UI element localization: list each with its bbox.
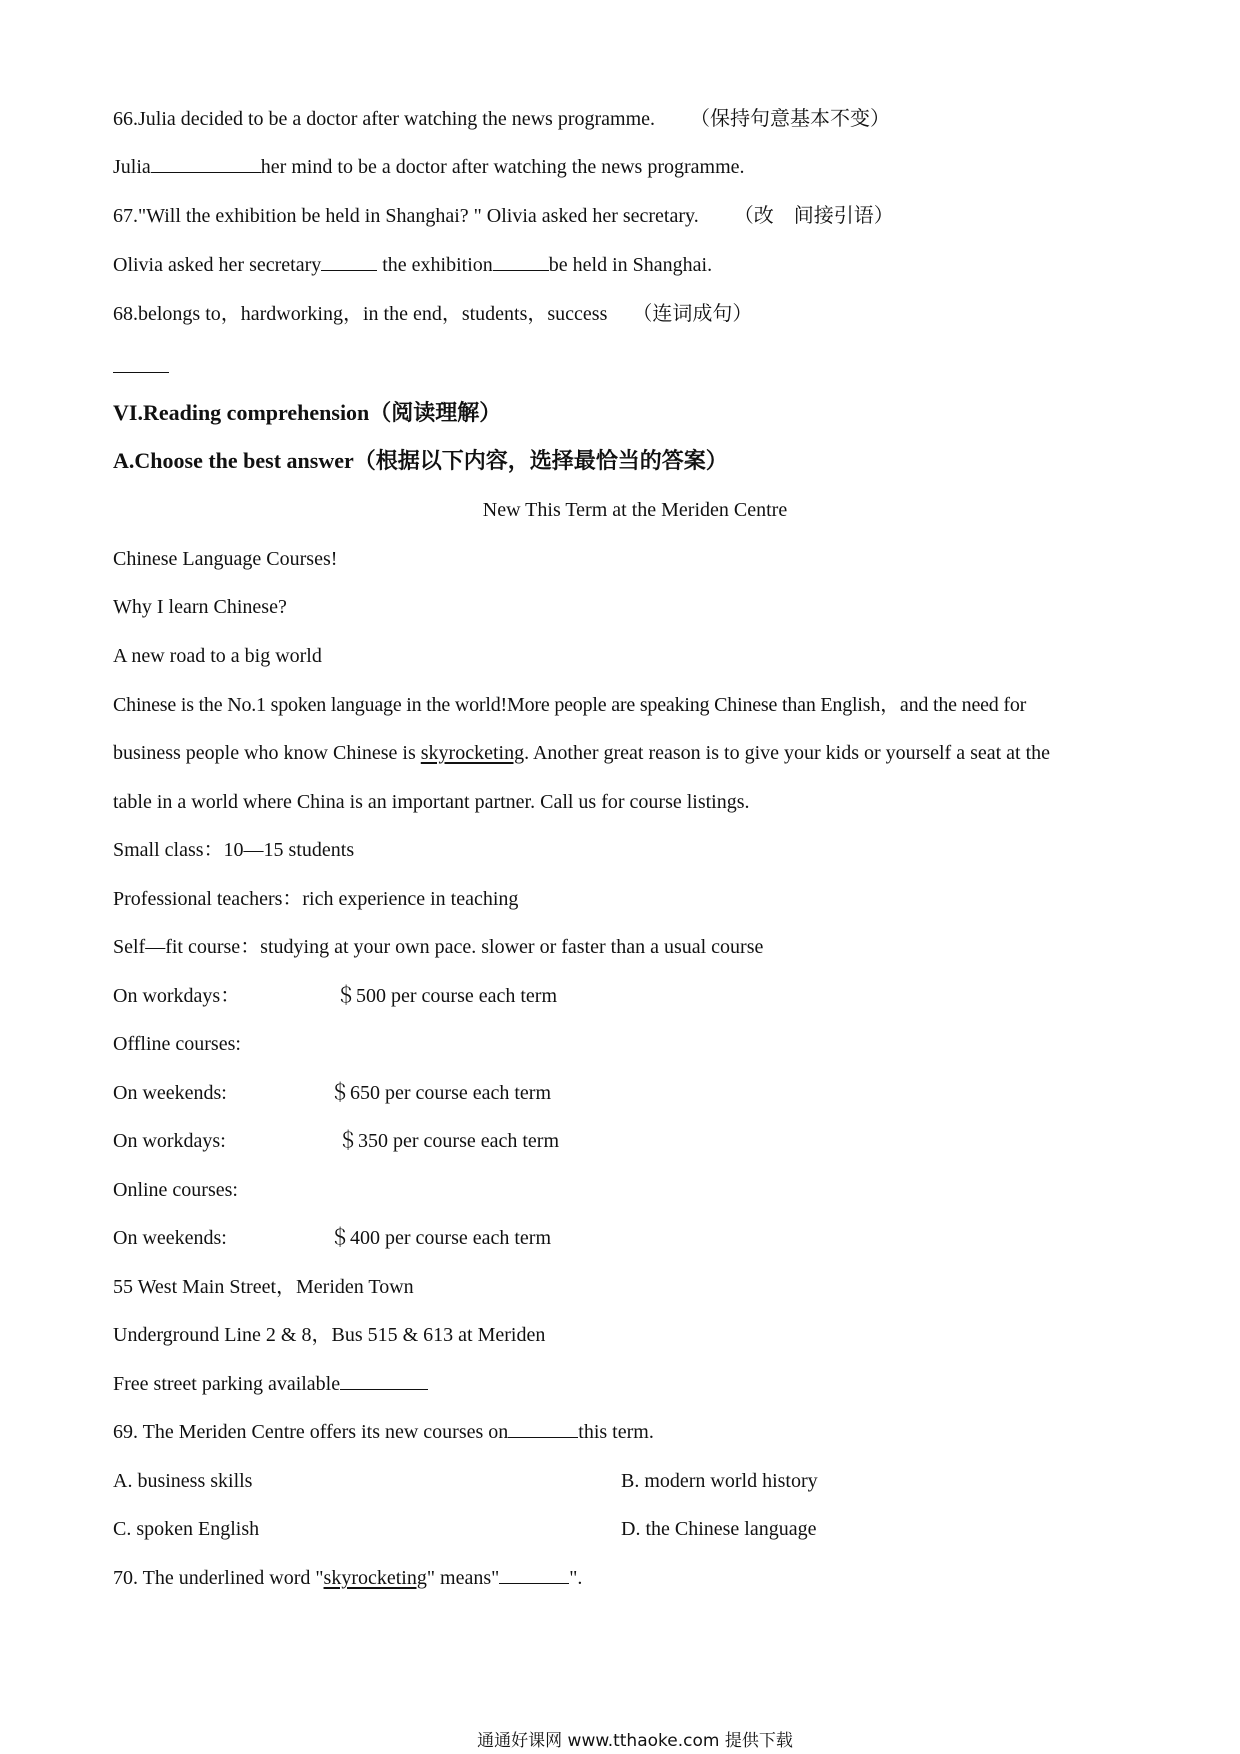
q70-underlined-word: skyrocketing	[323, 1567, 427, 1589]
offline-courses-label: Offline courses:	[113, 1033, 241, 1055]
q69-prompt-line	[113, 1419, 654, 1445]
q67-blank-1[interactable]	[321, 252, 377, 271]
q69-option-d[interactable]: D. the Chinese language	[621, 1518, 817, 1540]
page-footer: 通通好课网 www.tthaoke.com 提供下载	[477, 1731, 793, 1751]
q70-prompt-mid: " means"	[426, 1567, 500, 1589]
self-fit-line: Self—fit course：studying at your own pace. slower or faster than a usual course	[113, 936, 764, 958]
q69-blank[interactable]	[508, 1419, 578, 1438]
small-class-line: Small class：10—15 students	[113, 839, 355, 861]
price-value: ＄650 per course each term	[330, 1082, 552, 1104]
q70-prompt-pre: 70. The underlined word "	[113, 1567, 324, 1589]
passage-paragraph-b	[113, 740, 1050, 766]
parking-line	[113, 1371, 428, 1397]
q66-blank[interactable]	[151, 154, 261, 173]
section-subtitle: A.Choose the best answer（根据以下内容，选择最恰当的答案）	[113, 448, 728, 473]
q69-options-row-1	[113, 1468, 913, 1494]
online-courses-label: Online courses:	[113, 1179, 238, 1201]
price-label: On weekends:	[113, 1082, 227, 1104]
q66-prompt: 66.Julia decided to be a doctor after watching the news programme.	[113, 108, 656, 130]
passage-title: New This Term at the Meriden Centre	[482, 499, 788, 521]
q66-prompt-line	[113, 106, 890, 132]
q66-answer-pre: Julia	[113, 156, 151, 178]
underlined-word: skyrocketing	[420, 742, 525, 764]
teachers-line: Professional teachers：rich experience in teaching	[113, 888, 519, 910]
price-row-workdays-2	[113, 1128, 713, 1154]
passage-line-3: A new road to a big world	[113, 645, 322, 667]
price-row-weekends-2	[113, 1225, 713, 1251]
section-title: VI.Reading comprehension（阅读理解）	[113, 400, 502, 425]
price-value: ＄400 per course each term	[330, 1227, 552, 1249]
q68-hint: （连词成句）	[632, 303, 753, 325]
q69-options-row-2	[113, 1516, 913, 1542]
q66-answer-post: her mind to be a doctor after watching the news programme.	[260, 156, 745, 178]
passage-paragraph-c: table in a world where China is an important partner. Call us for course listings.	[113, 791, 750, 813]
passage-line-2: Why I learn Chinese?	[113, 596, 287, 618]
q66-hint: （保持句意基本不变）	[690, 108, 891, 130]
q70-blank[interactable]	[499, 1565, 569, 1584]
q67-answer-mid: the exhibition	[377, 254, 493, 276]
price-label: On weekends:	[113, 1227, 227, 1249]
price-label: On workdays：	[113, 985, 241, 1007]
q68-answer-blank[interactable]	[113, 372, 169, 373]
price-value: ＄500 per course each term	[336, 985, 558, 1007]
address-line: 55 West Main Street，Meriden Town	[113, 1276, 414, 1298]
q68-prompt-line	[113, 301, 752, 327]
para-b-pre: business people who know Chinese is	[113, 742, 421, 764]
q67-answer-post: be held in Shanghai.	[548, 254, 713, 276]
q69-option-c[interactable]: C. spoken English	[113, 1518, 260, 1540]
price-label: On workdays:	[113, 1130, 226, 1152]
parking-text: Free street parking available	[113, 1373, 341, 1395]
q66-answer-line	[113, 154, 745, 180]
price-value: ＄350 per course each term	[338, 1130, 560, 1152]
q67-prompt: 67."Will the exhibition be held in Shanghai? " Olivia asked her secretary.	[113, 205, 699, 227]
q67-hint: （改 间接引语）	[733, 205, 894, 227]
q70-prompt-post: ".	[569, 1567, 583, 1589]
passage-paragraph-a: Chinese is the No.1 spoken language in the world!More people are speaking Chinese than English，and the need for	[113, 694, 1027, 716]
q68-prompt: 68.belongs to，hardworking，in the end，students，success	[113, 303, 608, 325]
price-row-weekends-1	[113, 1080, 713, 1106]
price-row-workdays-1	[113, 983, 713, 1009]
para-b-post: . Another great reason is to give your kids or yourself a seat at the	[524, 742, 1051, 764]
q67-answer-pre: Olivia asked her secretary	[113, 254, 322, 276]
q69-option-a[interactable]: A. business skills	[113, 1470, 253, 1492]
q69-prompt-post: this term.	[578, 1421, 654, 1443]
q67-answer-line	[113, 252, 712, 278]
q69-option-b[interactable]: B. modern world history	[621, 1470, 818, 1492]
q67-blank-2[interactable]	[493, 252, 549, 271]
transport-line: Underground Line 2 & 8，Bus 515 & 613 at Meriden	[113, 1324, 546, 1346]
q70-prompt-line	[113, 1565, 582, 1591]
q67-prompt-line	[113, 203, 894, 229]
parking-underline	[340, 1371, 428, 1390]
passage-line-1: Chinese Language Courses!	[113, 548, 338, 570]
q69-prompt-pre: 69. The Meriden Centre offers its new courses on	[113, 1421, 509, 1443]
